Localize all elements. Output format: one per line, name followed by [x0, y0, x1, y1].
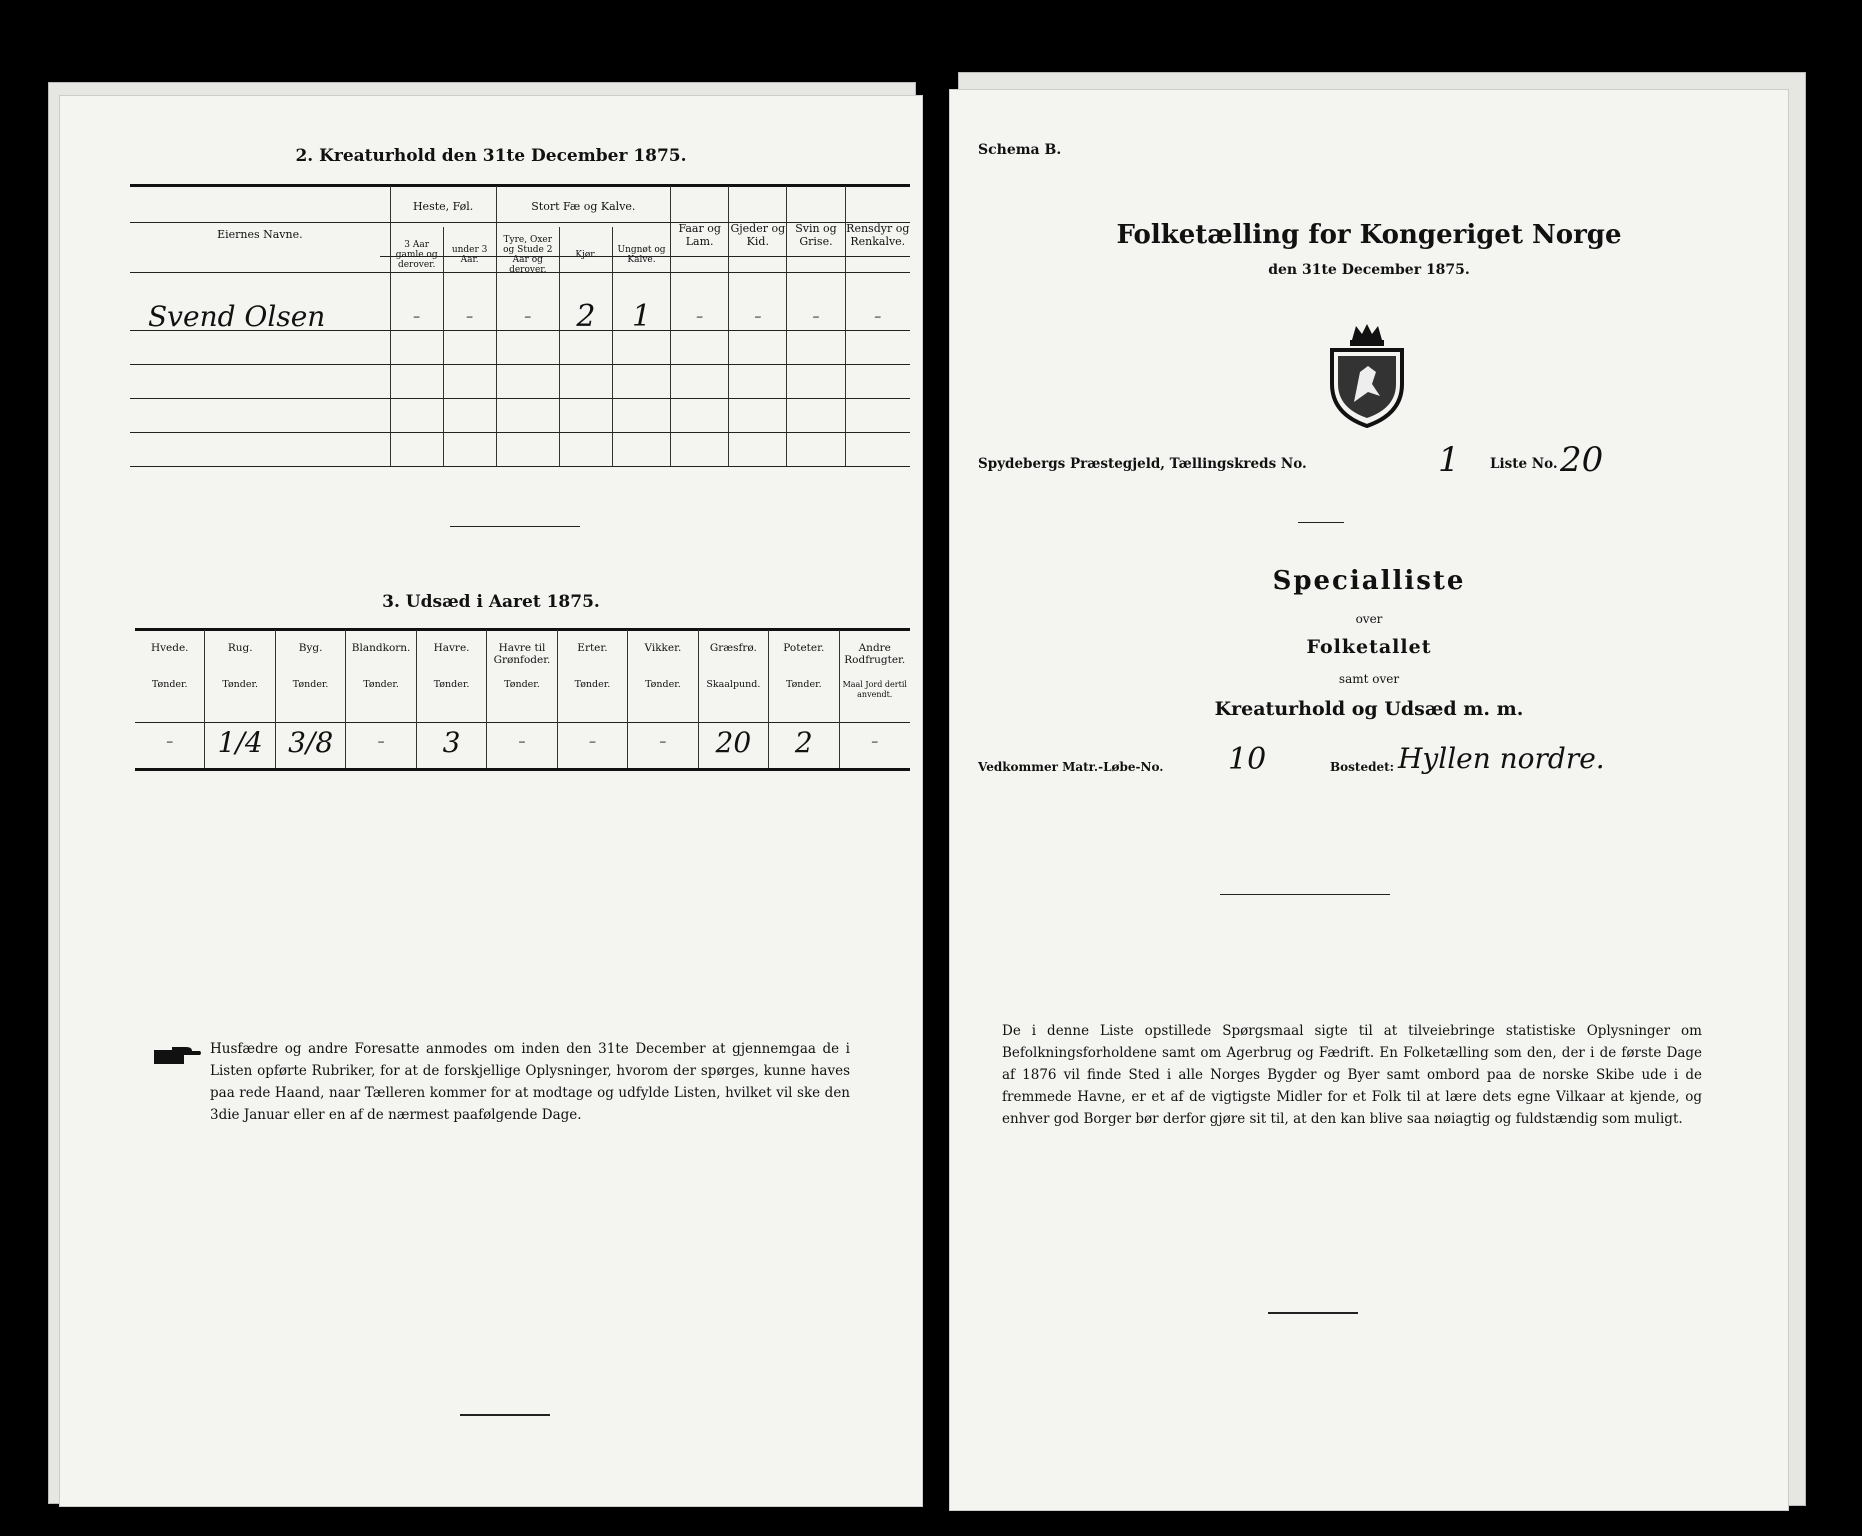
rule: [130, 364, 910, 365]
sowing-unit: Tønder.: [504, 679, 540, 690]
rule: [130, 398, 910, 399]
livestock-table: [130, 186, 910, 466]
district-label: Spydebergs Præstegjeld, Tællingskreds No.: [978, 456, 1307, 472]
sowing-unit: Tønder.: [645, 679, 681, 690]
header-sheep: Faar og Lam.: [671, 186, 729, 284]
district-number: 1: [1438, 440, 1460, 480]
sowing-value: –: [166, 734, 174, 750]
sowing-column: [840, 630, 910, 768]
census-date: den 31te December 1875.: [1268, 262, 1470, 278]
cell-cattle-b: 2: [559, 284, 612, 350]
sowing-value: –: [518, 734, 526, 750]
divider: [460, 1414, 550, 1416]
schema-label: Schema B.: [978, 142, 1062, 158]
sowing-column: [558, 630, 628, 768]
sowing-value: 3/8: [288, 726, 334, 759]
sowing-value: –: [588, 734, 596, 750]
cell-horses-b: –: [443, 284, 496, 350]
sowing-unit: Skaalpund.: [706, 679, 761, 690]
divider: [1268, 1312, 1358, 1314]
bosted-value: Hyllen nordre.: [1398, 742, 1605, 775]
sowing-column: [628, 630, 698, 768]
samt-over-label: samt over: [1338, 672, 1400, 686]
rule: [130, 466, 910, 467]
header-reindeer: Rensdyr og Renkalve.: [845, 186, 910, 284]
section2-title: 2. Kreaturhold den 31te December 1875.: [295, 146, 687, 166]
sowing-header: Erter.: [577, 642, 608, 654]
sowing-column: [769, 630, 839, 768]
rule: [130, 222, 910, 223]
header-horses: Heste, Føl.: [390, 186, 496, 227]
left-page: [60, 96, 922, 1506]
sowing-header: Havre til Grønfoder.: [493, 642, 551, 666]
sowing-header: Vikker.: [644, 642, 682, 654]
sowing-unit: Maal Jord dertil anvendt.: [842, 680, 907, 699]
sowing-header: Blandkorn.: [351, 642, 411, 654]
divider: [1220, 894, 1390, 895]
sowing-header: Poteter.: [783, 642, 825, 654]
sowing-value: 2: [794, 726, 813, 759]
sowing-unit: Tønder.: [433, 679, 470, 690]
rule: [135, 768, 910, 771]
sowing-column: [699, 630, 769, 768]
coat-of-arms-icon: [1324, 322, 1410, 428]
sowing-header: Græsfrø.: [709, 642, 757, 654]
footer-text: De i denne Liste opstillede Spørgsmaal sigte til at tilveiebringe statistiske Oplysninger om Befolkningsforholdene samt om Agerbrug og Fædrift. En Folketælling som den, der i de første Dage af 1876 vil finde Sted i alle Norges Bygder og Byer samt ombord paa de norske Skibe ude i de fremmede Havne, er et af de vigtigste Midler for et Folk til at lære dets egne Vilkaar at kjende, og enhver god Borger bør derfor gjøre sit til, at den kan blive saa nøiagtig og fuldstændig som muligt.: [1002, 1023, 1702, 1127]
notice-text: Husfædre og andre Foresatte anmodes om inden den 31te December at gjennemgaa de i Listen opførte Rubriker, for at de forskjellige Oplysninger, hvorom der spørges, kunne haves paa rede Haand, naar Tælleren kommer for at modtage og udfylde Listen, hvilket vil ske den 3die Januar eller en af de nærmest paafølgende Dage.: [210, 1041, 850, 1123]
header-cattle-b: Kjør.: [559, 227, 612, 284]
sowing-header: Havre.: [433, 642, 470, 654]
header-pigs: Svin og Grise.: [787, 186, 845, 284]
specialliste-title: Specialliste: [1272, 566, 1466, 596]
sowing-unit: Tønder.: [363, 679, 399, 690]
sowing-value: 3: [442, 726, 461, 759]
divider: [1298, 522, 1344, 523]
rule: [380, 256, 910, 257]
cell-reindeer: –: [845, 284, 910, 350]
header-cattle: Stort Fæ og Kalve.: [496, 186, 670, 227]
header-horses-b: under 3 Aar.: [443, 227, 496, 284]
sowing-header: Byg.: [298, 642, 323, 654]
header-cattle-c: Ungnøt og Kalve.: [612, 227, 670, 284]
sowing-value: –: [871, 734, 879, 750]
right-page: [950, 90, 1788, 1510]
sowing-unit: Tønder.: [222, 679, 259, 690]
sowing-header: Rug.: [227, 642, 253, 654]
owner-name: Svend Olsen: [130, 284, 390, 350]
rule: [130, 272, 910, 273]
sowing-column: [417, 630, 487, 768]
folketallet-title: Folketallet: [1306, 636, 1432, 658]
header-goats: Gjeder og Kid.: [729, 186, 787, 284]
sowing-unit: Tønder.: [292, 679, 329, 690]
sowing-value: –: [377, 734, 385, 750]
sowing-column: [205, 630, 275, 768]
header-cattle-a: Tyre, Oxer og Stude 2 Aar og derover.: [496, 227, 559, 284]
sowing-header: Hvede.: [150, 642, 189, 654]
sowing-value: –: [659, 734, 667, 750]
matr-number: 10: [1228, 742, 1267, 777]
main-title: Folketælling for Kongeriget Norge: [1116, 220, 1622, 250]
sowing-value: 1/4: [217, 726, 263, 759]
cell-cattle-c: 1: [612, 284, 670, 350]
sowing-column: [135, 630, 205, 768]
bosted-label: Bostedet:: [1330, 760, 1395, 774]
over-label: over: [1355, 612, 1383, 626]
pointing-hand-icon: [152, 1044, 202, 1068]
header-owner: Eiernes Navne.: [130, 186, 390, 284]
cell-goats: –: [729, 284, 787, 350]
sowing-unit: Tønder.: [574, 679, 611, 690]
sowing-value: 20: [715, 726, 752, 759]
cell-cattle-a: –: [496, 284, 559, 350]
cell-sheep: –: [671, 284, 729, 350]
list-number: 20: [1560, 440, 1604, 480]
sowing-column: [276, 630, 346, 768]
cell-horses-a: –: [390, 284, 443, 350]
sowing-column: [346, 630, 416, 768]
rule: [130, 432, 910, 433]
matr-label: Vedkommer Matr.-Løbe-No.: [978, 760, 1164, 774]
sowing-unit: Tønder.: [785, 679, 822, 690]
sowing-unit: Tønder.: [151, 679, 188, 690]
rule: [130, 330, 910, 331]
sowing-header: Andre Rodfrugter.: [844, 642, 906, 666]
sowing-column: [487, 630, 557, 768]
list-label: Liste No.: [1490, 456, 1558, 472]
divider: [450, 526, 580, 527]
table-row: [130, 284, 910, 350]
kreaturhold-title: Kreaturhold og Udsæd m. m.: [1214, 698, 1524, 720]
sowing-table: [135, 630, 910, 768]
section3-title: 3. Udsæd i Aaret 1875.: [382, 592, 600, 612]
header-horses-a: 3 Aar gamle og derover.: [390, 227, 443, 284]
cell-pigs: –: [787, 284, 845, 350]
